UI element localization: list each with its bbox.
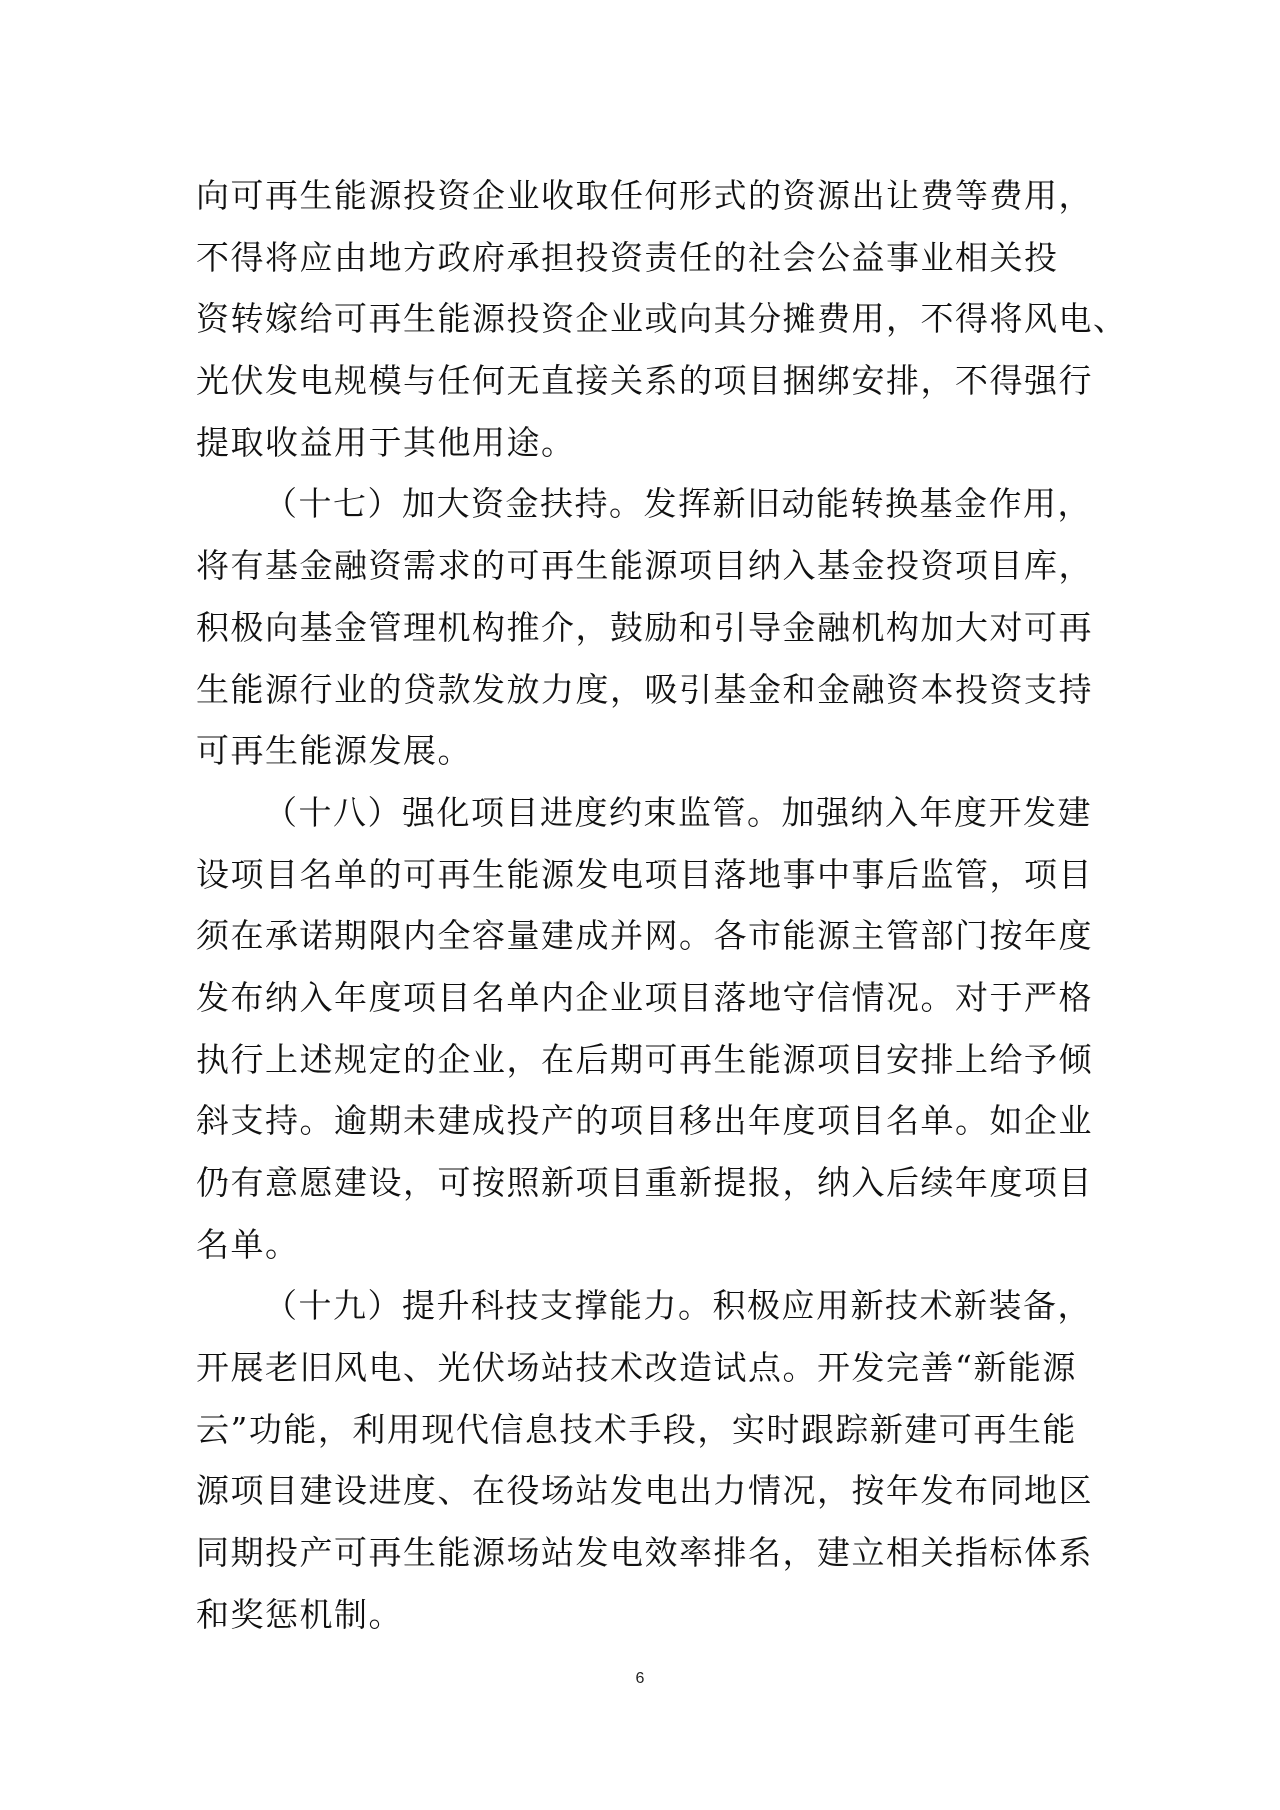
text-line: 提取收益用于其他用途。 (196, 422, 576, 462)
text-line: 设项目名单的可再生能源发电项目落地事中事后监管，项目 (196, 854, 1093, 894)
section-17-heading-line: （十七）加大资金扶持。发挥新旧动能转换基金作用， (264, 484, 1092, 524)
text-line: 生能源行业的贷款发放力度，吸引基金和金融资本投资支持 (196, 669, 1093, 709)
section-19-heading-line: （十九）提升科技支撑能力。积极应用新技术新装备， (264, 1286, 1092, 1326)
text-line: 执行上述规定的企业，在后期可再生能源项目安排上给予倾 (196, 1039, 1093, 1079)
text-line: 将有基金融资需求的可再生能源项目纳入基金投资项目库， (196, 546, 1093, 586)
text-line: 同期投产可再生能源场站发电效率排名，建立相关指标体系 (196, 1533, 1093, 1573)
text-line: 可再生能源发展。 (196, 731, 472, 771)
text-line: 名单。 (196, 1224, 300, 1264)
text-line: 向可再生能源投资企业收取任何形式的资源出让费等费用， (196, 176, 1093, 215)
text-line: 资转嫁给可再生能源投资企业或向其分摊费用，不得将风电、 (196, 299, 1128, 339)
text-line: 须在承诺期限内全容量建成并网。各市能源主管部门按年度 (196, 916, 1093, 956)
text-line: 斜支持。逾期未建成投产的项目移出年度项目名单。如企业 (196, 1101, 1093, 1141)
text-line: 不得将应由地方政府承担投资责任的社会公益事业相关投 (196, 237, 1059, 277)
text-line: 云”功能，利用现代信息技术手段，实时跟踪新建可再生能 (196, 1409, 1077, 1449)
page-number: 6 (635, 1670, 645, 1687)
text-line: 光伏发电规模与任何无直接关系的项目捆绑安排，不得强行 (196, 361, 1093, 401)
text-line: 和奖惩机制。 (196, 1594, 403, 1634)
body-text (196, 165, 1128, 1646)
text-line: 源项目建设进度、在役场站发电出力情况，按年发布同地区 (196, 1471, 1093, 1511)
text-line: 仍有意愿建设，可按照新项目重新提报，纳入后续年度项目 (196, 1163, 1093, 1202)
text-line: 开展老旧风电、光伏场站技术改造试点。开发完善“新能源 (196, 1348, 1077, 1388)
text-line: 积极向基金管理机构推介，鼓励和引导金融机构加大对可再 (196, 607, 1093, 647)
text-line: 发布纳入年度项目名单内企业项目落地守信情况。对于严格 (196, 977, 1093, 1017)
section-18-heading-line: （十八）强化项目进度约束监管。加强纳入年度开发建 (264, 792, 1092, 832)
